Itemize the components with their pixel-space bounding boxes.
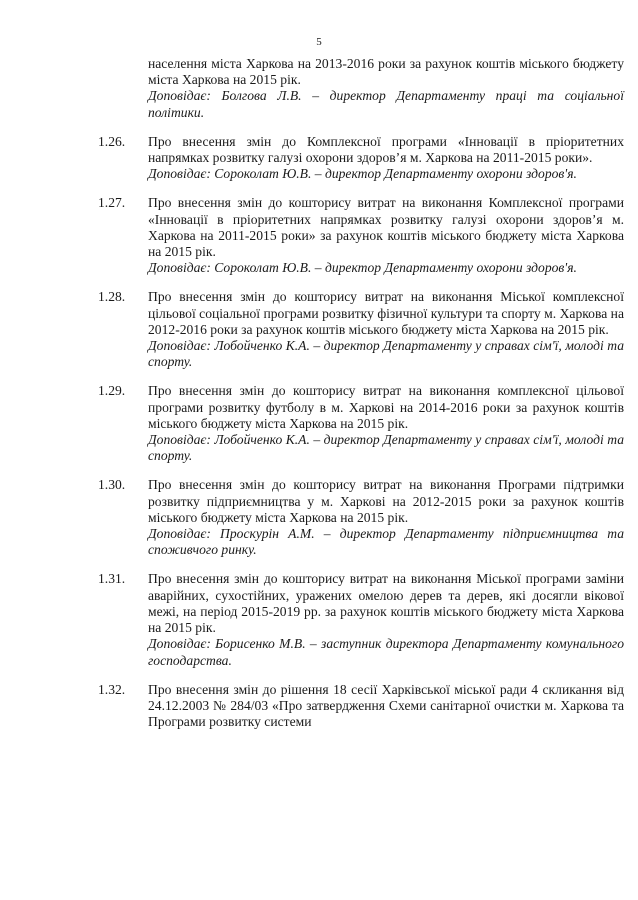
speaker-text: Проскурін А.М. – директор Департаменту підприємництва та споживчого ринку. — [148, 526, 624, 558]
speaker-text: Сороколат Ю.В. – директор Департаменту охорони здоров'я. — [210, 260, 577, 276]
item-number: 1.26. — [98, 133, 126, 149]
agenda-item — [98, 56, 624, 121]
item-title: Про внесення змін до рішення 18 сесії Харківської міської ради 4 скликання від 24.12.2003 № 284/03 «Про затвердження Схеми санітарної очистки м. Харкова та Програми розвитку системи — [148, 681, 624, 730]
speaker-text: Сороколат Ю.В. – директор Департаменту охорони здоров'я. — [210, 166, 577, 182]
item-title: населення міста Харкова на 2013-2016 роки за рахунок коштів міського бюджету міста Харкова на 2015 рік. — [148, 56, 624, 88]
speaker-label: Доповідає: — [148, 526, 211, 542]
item-number: 1.32. — [98, 681, 126, 697]
agenda-item — [98, 195, 624, 276]
speaker-label: Доповідає: — [148, 338, 211, 354]
agenda-item — [98, 571, 624, 668]
item-number: 1.29. — [98, 383, 126, 399]
agenda-item — [98, 134, 624, 183]
agenda-item — [98, 477, 624, 558]
item-number: 1.31. — [98, 571, 126, 587]
speaker-label: Доповідає: — [148, 166, 211, 182]
item-title: Про внесення змін до кошторису витрат на виконання комплексної цільової програми розвитку футболу в м. Харкові на 2014-2016 роки за рахунок коштів міського бюджету міста Харкова на 2015 рік. — [148, 383, 624, 431]
item-number: 1.28. — [98, 289, 126, 305]
speaker-label: Доповідає: — [148, 88, 211, 104]
agenda-item — [98, 289, 624, 370]
agenda-item — [98, 383, 624, 464]
item-title: Про внесення змін до кошторису витрат на виконання Міської комплексної цільової соціальної програми розвитку фізичної культури та спорту м. Харкова на 2012-2016 роки за рахунок коштів міського бюджету міста Харкова на 2015 рік. — [148, 289, 624, 337]
agenda-list — [98, 56, 624, 743]
speaker-text: Лобойченко К.А. – директор Департаменту у справах сім'ї, молоді та спорту. — [148, 338, 624, 370]
agenda-item — [98, 682, 624, 731]
speaker-text: Борисенко М.В. – заступник директора Департаменту комунального господарства. — [148, 636, 624, 668]
item-number: 1.27. — [98, 195, 126, 211]
speaker-label: Доповідає: — [148, 432, 211, 448]
page-number: 5 — [316, 36, 322, 48]
speaker-label: Доповідає: — [148, 636, 211, 652]
item-title: Про внесення змін до Комплексної програми «Інновації в пріоритетних напрямках розвитку галузі охорони здоров’я м. Харкова на 2011-2015 роки». — [148, 133, 624, 166]
speaker-text: Болгова Л.В. – директор Департаменту праці та соціальної політики. — [148, 88, 624, 120]
speaker-text: Лобойченко К.А. – директор Департаменту у справах сім'ї, молоді та спорту. — [148, 432, 624, 464]
item-title: Про внесення змін до кошторису витрат на виконання Програми підтримки розвитку підприємництва у м. Харкові на 2012-2015 роки за рахунок коштів міського бюджету міста Харкова на 2015 рік. — [148, 477, 624, 525]
item-title: Про внесення змін до кошторису витрат на виконання Комплексної програми «Інновації в пріоритетних напрямках розвитку галузі охорони здоров’я м. Харкова на 2011-2015 роки» за рахунок коштів міського бюджету міста Харкова на 2015 рік. — [148, 195, 624, 260]
speaker-label: Доповідає: — [148, 260, 211, 276]
item-number: 1.30. — [98, 477, 126, 493]
item-title: Про внесення змін до кошторису витрат на виконання Міської програми заміни аварійних, сухостійних, уражених омелою дерев та дерев, які досягли вікової межі, на період 2015-2019 рр. за рахунок коштів міського бюджету міста Харкова на 2015 рік. — [148, 571, 624, 636]
item-number — [98, 56, 148, 121]
